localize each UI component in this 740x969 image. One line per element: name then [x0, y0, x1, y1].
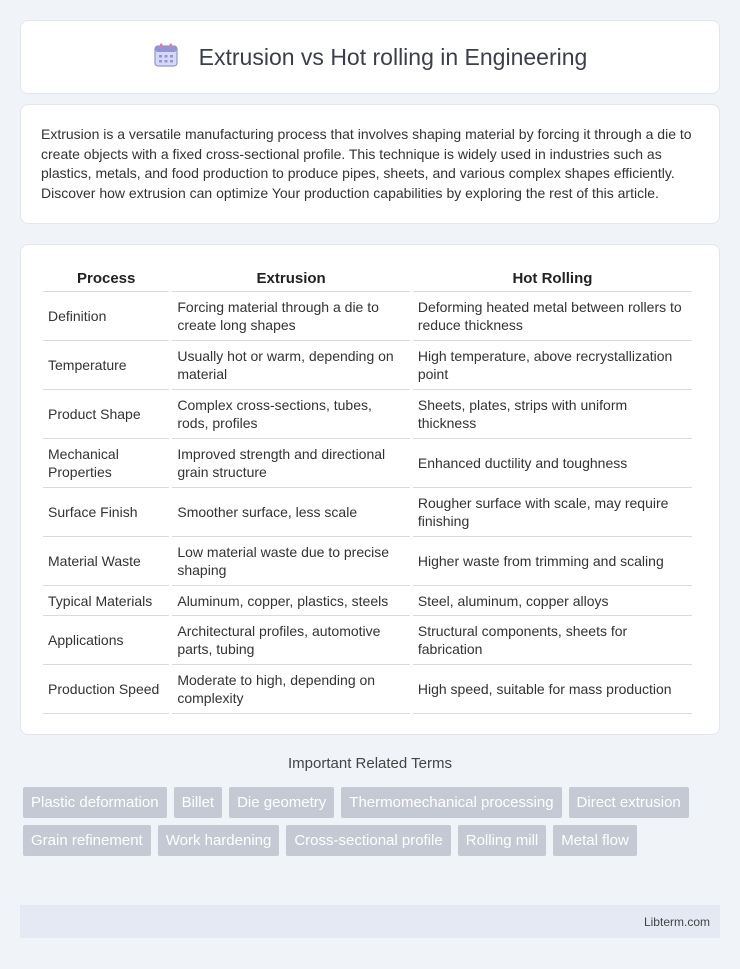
column-header-hot-rolling: Hot Rolling — [413, 265, 692, 292]
table-cell: Production Speed — [43, 665, 169, 714]
column-header-extrusion: Extrusion — [172, 265, 410, 292]
tag-direct-extrusion[interactable]: Direct extrusion — [569, 787, 689, 818]
table-cell: Temperature — [43, 341, 169, 390]
table-cell: Product Shape — [43, 390, 169, 439]
table-cell: Low material waste due to precise shaping — [172, 537, 410, 586]
table-cell: Surface Finish — [43, 488, 169, 537]
tag-billet[interactable]: Billet — [174, 787, 223, 818]
related-terms-title: Important Related Terms — [288, 755, 452, 772]
tag-rolling-mill[interactable]: Rolling mill — [458, 825, 547, 856]
table-row — [43, 586, 692, 616]
column-header-process: Process — [43, 265, 169, 292]
table-row — [43, 341, 692, 390]
table-row — [43, 616, 692, 665]
table-cell: High speed, suitable for mass production — [413, 665, 692, 714]
table-row — [43, 665, 692, 714]
table-cell: Deforming heated metal between rollers to reduce thickness — [413, 292, 692, 341]
page-title: Extrusion vs Hot rolling in Engineering — [198, 43, 588, 70]
table-cell: Material Waste — [43, 537, 169, 586]
intro-card — [20, 104, 720, 224]
tag-die-geometry[interactable]: Die geometry — [229, 787, 334, 818]
comparison-table — [40, 265, 695, 714]
tag-work-hardening[interactable]: Work hardening — [158, 825, 280, 856]
table-cell: High temperature, above recrystallization point — [413, 341, 692, 390]
table-cell: Moderate to high, depending on complexity — [172, 665, 410, 714]
table-cell: Aluminum, copper, plastics, steels — [172, 586, 410, 616]
table-cell: Rougher surface with scale, may require finishing — [413, 488, 692, 537]
table-cell: Complex cross-sections, tubes, rods, profiles — [172, 390, 410, 439]
footer-site-link[interactable]: Libterm.com — [643, 915, 710, 929]
calendar-icon — [153, 42, 179, 73]
table-cell: Typical Materials — [43, 586, 169, 616]
tag-plastic-deformation[interactable]: Plastic deformation — [23, 787, 167, 818]
table-cell: Forcing material through a die to create long shapes — [172, 292, 410, 341]
intro-text: Extrusion is a versatile manufacturing process that involves shaping material by forcing it through a die to create objects with a fixed cross-sectional profile. This technique is widely used in industries such as plastics, metals, and food production to produce pipes, sheets, and various complex shapes efficiently. Discover how extrusion can optimize Your production capabilities by exploring the rest of this article. — [41, 126, 692, 201]
table-cell: Higher waste from trimming and scaling — [413, 537, 692, 586]
table-cell: Architectural profiles, automotive parts, tubing — [172, 616, 410, 665]
table-cell: Sheets, plates, strips with uniform thickness — [413, 390, 692, 439]
table-cell: Improved strength and directional grain structure — [172, 439, 410, 488]
table-row — [43, 390, 692, 439]
tag-cross-sectional-profile[interactable]: Cross-sectional profile — [286, 825, 450, 856]
table-cell: Usually hot or warm, depending on material — [172, 341, 410, 390]
table-header-row — [43, 265, 692, 292]
header-card — [20, 20, 720, 94]
table-cell: Smoother surface, less scale — [172, 488, 410, 537]
header-inner — [153, 42, 588, 73]
table-cell: Definition — [43, 292, 169, 341]
table-cell: Steel, aluminum, copper alloys — [413, 586, 692, 616]
related-terms-tags — [23, 787, 723, 856]
tag-thermomechanical-processing[interactable]: Thermomechanical processing — [341, 787, 561, 818]
tag-grain-refinement[interactable]: Grain refinement — [23, 825, 151, 856]
comparison-table-card — [20, 244, 720, 735]
table-row — [43, 292, 692, 341]
footer — [20, 905, 720, 938]
tag-metal-flow[interactable]: Metal flow — [553, 825, 637, 856]
table-cell: Structural components, sheets for fabrication — [413, 616, 692, 665]
table-cell: Applications — [43, 616, 169, 665]
table-row — [43, 537, 692, 586]
table-row — [43, 439, 692, 488]
table-cell: Mechanical Properties — [43, 439, 169, 488]
table-row — [43, 488, 692, 537]
table-cell: Enhanced ductility and toughness — [413, 439, 692, 488]
